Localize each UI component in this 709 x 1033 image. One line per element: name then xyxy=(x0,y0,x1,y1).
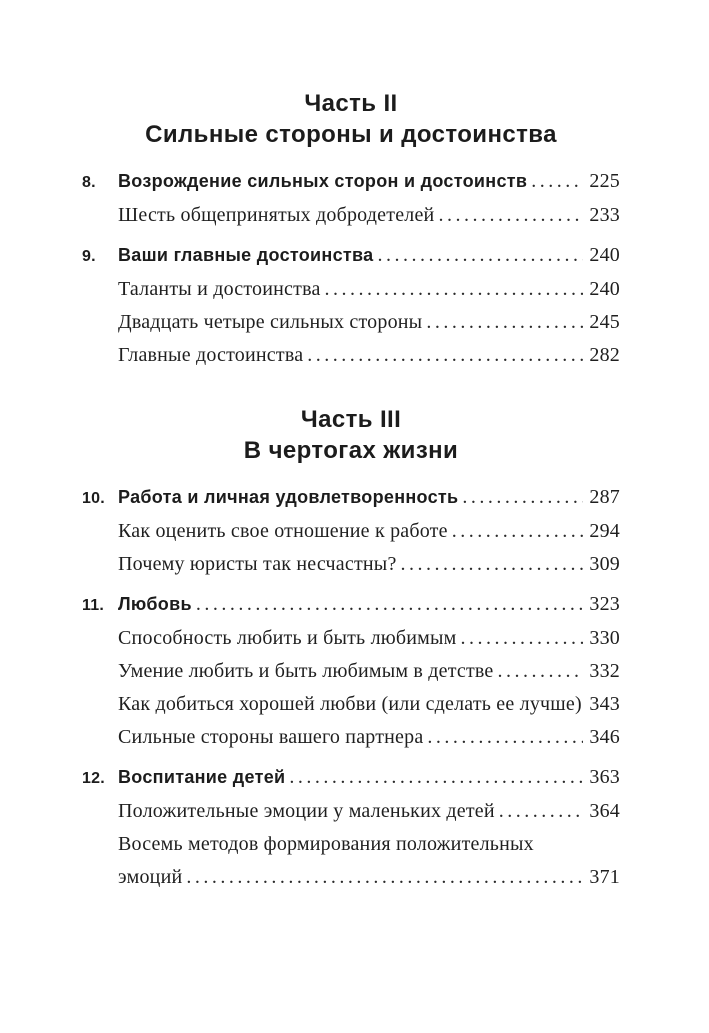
toc-entry-row xyxy=(82,273,620,306)
toc-entry-row xyxy=(82,515,620,548)
toc-entry-row xyxy=(82,761,620,795)
toc-entry-row xyxy=(82,861,620,894)
toc-entry-row xyxy=(82,481,620,515)
dot-leader xyxy=(531,165,583,198)
entry-page: 343 xyxy=(589,693,620,715)
entry-title: Положительные эмоции у маленьких детей xyxy=(118,800,495,822)
part-label: Часть III xyxy=(300,406,402,433)
entry-number: 9. xyxy=(82,248,96,265)
entry-page: 233 xyxy=(589,204,620,226)
entry-page: 225 xyxy=(589,170,620,192)
toc-entry-row xyxy=(82,795,620,828)
dot-leader xyxy=(498,655,583,688)
entry-page: 371 xyxy=(589,866,620,888)
entry-title: Сильные стороны вашего партнера xyxy=(118,726,424,748)
dot-leader xyxy=(289,761,583,794)
entry-page: 240 xyxy=(589,244,620,266)
dot-leader xyxy=(325,273,583,306)
entry-title: Работа и личная удовлетворенность xyxy=(118,487,459,507)
dot-leader xyxy=(307,339,583,372)
entry-page: 332 xyxy=(589,660,620,682)
part-title: В чертогах жизни xyxy=(243,437,459,464)
entry-title: Способность любить и быть любимым xyxy=(118,627,457,649)
entry-title: Почему юристы так несчастны? xyxy=(118,553,397,575)
entry-number: 11. xyxy=(82,597,104,614)
entry-number: 8. xyxy=(82,174,96,191)
entry-title: Как оценить свое отношение к работе xyxy=(118,520,448,542)
toc-entry-row xyxy=(82,622,620,655)
toc-entry-row xyxy=(82,828,620,861)
entry-page: 330 xyxy=(589,627,620,649)
entry-page: 240 xyxy=(589,278,620,300)
toc-entry-row xyxy=(82,655,620,688)
part-heading xyxy=(82,404,620,466)
dot-leader xyxy=(452,515,583,548)
entry-title: Возрождение сильных сторон и достоинств xyxy=(118,171,528,191)
section-entries xyxy=(82,481,620,894)
section-entries xyxy=(82,165,620,372)
dot-leader xyxy=(499,795,583,828)
entry-title: Таланты и достоинства xyxy=(118,278,321,300)
toc-entry-row xyxy=(82,239,620,273)
toc-section xyxy=(82,88,620,372)
entry-page: 323 xyxy=(589,593,620,615)
dot-leader xyxy=(427,721,583,754)
entry-title: Умение любить и быть любимым в детстве xyxy=(118,660,494,682)
entry-page: 346 xyxy=(589,726,620,748)
part-heading xyxy=(82,88,620,150)
toc-entry-row xyxy=(82,548,620,581)
entry-number: 12. xyxy=(82,770,105,787)
entry-title: Как добиться хорошей любви (или сделать ее лучше) xyxy=(118,693,582,715)
dot-leader xyxy=(401,548,583,581)
toc-entry-row xyxy=(82,165,620,199)
dot-leader xyxy=(196,588,583,621)
entry-page: 294 xyxy=(589,520,620,542)
toc-entry-row xyxy=(82,721,620,754)
entry-page: 364 xyxy=(589,800,620,822)
entry-title: Воспитание детей xyxy=(118,767,286,787)
entry-page: 287 xyxy=(589,486,620,508)
dot-leader xyxy=(461,622,583,655)
entry-page: 245 xyxy=(589,311,620,333)
entry-page: 309 xyxy=(589,553,620,575)
toc-entry-row xyxy=(82,306,620,339)
dot-leader xyxy=(462,481,583,514)
entry-title: Ваши главные достоинства xyxy=(118,245,374,265)
toc-entry-row xyxy=(82,588,620,622)
dot-leader xyxy=(377,239,583,272)
dot-leader xyxy=(426,306,583,339)
entry-title: Любовь xyxy=(118,594,192,614)
entry-page: 282 xyxy=(589,344,620,366)
entry-page: 363 xyxy=(589,766,620,788)
dot-leader xyxy=(438,199,583,232)
toc-root xyxy=(82,88,620,894)
entry-title: эмоций xyxy=(118,866,183,888)
part-label: Часть II xyxy=(304,90,398,117)
entry-number: 10. xyxy=(82,490,105,507)
entry-title: Двадцать четыре сильных стороны xyxy=(118,311,423,333)
toc-entry-row xyxy=(82,199,620,232)
toc-section xyxy=(82,404,620,894)
entry-title: Шесть общепринятых добродетелей xyxy=(118,204,435,226)
entry-title: Восемь методов формирования положительных xyxy=(118,833,534,855)
toc-entry-row xyxy=(82,339,620,372)
entry-title: Главные достоинства xyxy=(118,344,304,366)
toc-entry-row xyxy=(82,688,620,721)
part-title: Сильные стороны и достоинства xyxy=(145,121,557,148)
dot-leader xyxy=(186,861,583,894)
